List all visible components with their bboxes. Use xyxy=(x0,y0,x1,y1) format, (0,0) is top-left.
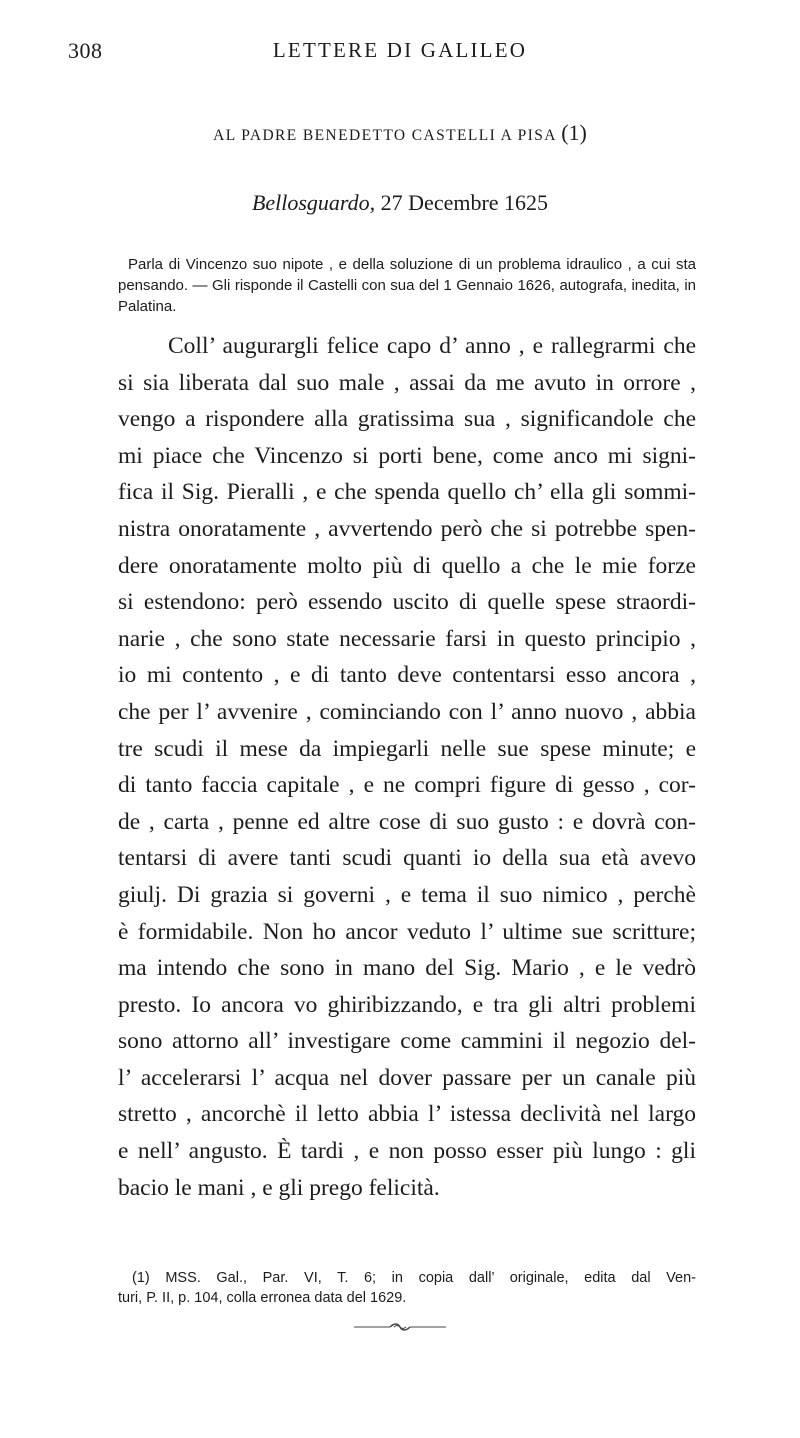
letter-body xyxy=(118,328,696,1206)
body-line: presto. Io ancora vo ghiribizzando, e tra gli altri problemi xyxy=(118,991,696,1018)
body-line: si sia liberata dal suo male , assai da me avuto in orrore , xyxy=(118,369,696,396)
dateline-place: Bellosguardo, xyxy=(251,190,376,215)
footnote-reference: (1) xyxy=(561,120,587,145)
body-line: tentarsi di avere tanti scudi quanti io della sua età avevo xyxy=(118,845,696,872)
footnote xyxy=(118,1268,696,1308)
body-line: e nell’ angusto. È tardi , e non posso esser più lungo : gli xyxy=(118,1138,696,1165)
body-line: bacio le mani , e gli prego felicità. xyxy=(118,1174,440,1201)
body-line: tre scudi il mese da impiegarli nelle sue spese minute; e xyxy=(118,735,696,762)
body-line: si estendono: però essendo uscito di quelle spese straordi- xyxy=(118,589,696,616)
body-line: io mi contento , e di tanto deve contentarsi esso ancora , xyxy=(118,662,696,689)
body-line: giulj. Di grazia si governi , e tema il suo nimico , perchè xyxy=(118,881,696,908)
letter-addressee xyxy=(0,120,800,146)
footnote-line: turi, P. II, p. 104, colla erronea data del 1629. xyxy=(118,1290,407,1306)
running-head: LETTERE DI GALILEO xyxy=(272,38,528,62)
body-line: fica il Sig. Pieralli , e che spenda quello ch’ ella gli sommi- xyxy=(118,479,696,506)
addressee-text: AL PADRE BENEDETTO CASTELLI A PISA xyxy=(213,127,556,144)
body-line: nistra onoratamente , avvertendo però che si potrebbe spen- xyxy=(118,515,696,542)
body-line: de , carta , penne ed altre cose di suo gusto : e dovrà con- xyxy=(118,808,696,835)
letter-dateline xyxy=(0,190,800,216)
body-line: vengo a rispondere alla gratissima sua , significandole che xyxy=(118,406,696,433)
body-line: è formidabile. Non ho ancor veduto l’ ultime sue scritture; xyxy=(118,918,696,945)
body-line: Coll’ augurargli felice capo d’ anno , e rallegrarmi che xyxy=(168,333,696,359)
footnote-line: (1) MSS. Gal., Par. VI, T. 6; in copia dall’ originale, edita dal Ven- xyxy=(132,1270,696,1286)
end-ornament xyxy=(354,1322,446,1332)
page-number: 308 xyxy=(68,38,103,63)
body-line: mi piace che Vincenzo si porti bene, come anco mi signi- xyxy=(118,442,696,469)
body-line: ma intendo che sono in mano del Sig. Mario , e le vedrò xyxy=(118,955,696,982)
body-line: stretto , ancorchè il letto abbia l’ istessa declività nel largo xyxy=(118,1101,696,1128)
body-line: dere onoratamente molto più di quello a che le mie forze xyxy=(118,552,696,579)
letter-summary: Parla di Vincenzo suo nipote , e della soluzione di un problema idraulico , a cui sta pensando. — Gli risponde il Castelli con sua del 1 Gennaio 1626, autografa, inedita, in Palatina. xyxy=(118,256,696,315)
dateline-date: 27 Decembre 1625 xyxy=(380,190,549,215)
body-line: di tanto faccia capitale , e ne compri figure di gesso , cor- xyxy=(118,772,696,799)
body-line: che per l’ avvenire , cominciando con l’ anno nuovo , abbia xyxy=(118,698,696,725)
body-line: l’ accelerarsi l’ acqua nel dover passare per un canale più xyxy=(118,1064,696,1091)
body-line: sono attorno all’ investigare come cammini il negozio del- xyxy=(118,1028,696,1055)
body-line: narie , che sono state necessarie farsi in questo principio , xyxy=(118,625,696,652)
